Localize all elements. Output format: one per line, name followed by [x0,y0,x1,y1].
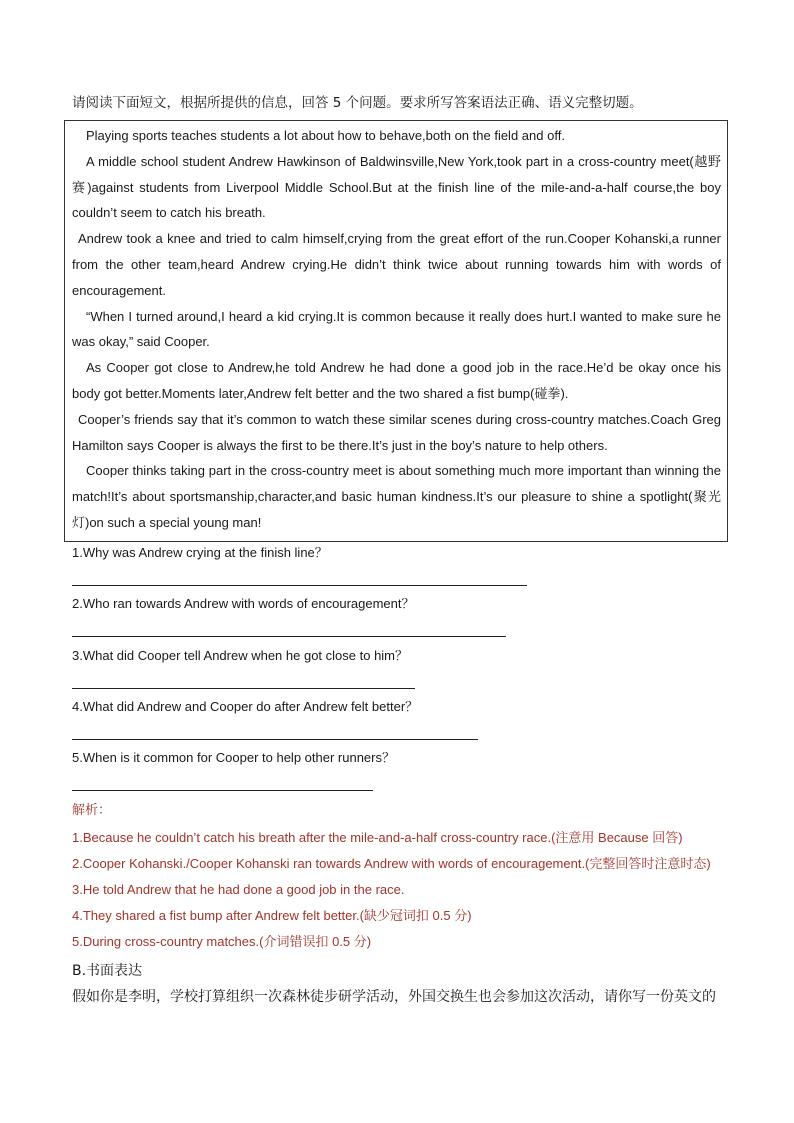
analysis-answer: 2.Cooper Kohanski./Cooper Kohanski ran towards Andrew with words of encouragement.(完整回答时注意时态) [72,856,711,871]
passage-paragraph: Cooper’s friends say that it’s common to watch these similar scenes during cross-country matches.Coach Greg Hamilton says Cooper is always the first to be there.It’s just in the boy’s nature to help others. [72,411,721,453]
answer-line[interactable] [72,790,373,791]
question-text: 3.What did Cooper tell Andrew when he got close to him？ [72,647,409,663]
passage-box [64,120,728,542]
answer-line[interactable] [72,688,415,689]
question-item [72,543,732,594]
analysis-answer: 4.They shared a fist bump after Andrew felt better.(缺少冠词扣 0.5 分) [72,908,472,923]
analysis-section [72,800,752,955]
question-item [72,594,732,645]
analysis-answer: 1.Because he couldn’t catch his breath after the mile-and-a-half cross-country race.(注意用 Because 回答) [72,830,683,845]
passage-paragraph: A middle school student Andrew Hawkinson of Baldwinsville,New York,took part in a cross-country meet(越野赛)against students from Liverpool Middle School.But at the finish line of the mile-and-a-half course,the boy couldn’t seem to catch his breath. [72,153,721,221]
question-text: 1.Why was Andrew crying at the finish line？ [72,545,328,560]
question-text: 5.When is it common for Cooper to help other runners？ [72,750,395,766]
passage-paragraph: “When I turned around,I heard a kid crying.It is common because it really does hurt.I wanted to make sure he was okay,” said Cooper. [72,308,721,350]
analysis-answer: 3.He told Andrew that he had done a good job in the race. [72,882,405,897]
writing-prompt: 假如你是李明，学校打算组织一次森林徒步研学活动，外国交换生也会参加这次活动，请你写一份英文的 [72,989,716,1005]
question-list [72,543,732,799]
section-b-title: B.书面表达 [72,963,143,979]
reading-instruction: 请阅读下面短文，根据所提供的信息，回答 5 个问题。要求所写答案语法正确、语义完整切题。 [72,95,643,111]
question-text: 4.What did Andrew and Cooper do after Andrew felt better？ [72,698,419,714]
analysis-answer: 5.During cross-country matches.(介词错误扣 0.5 分) [72,934,372,949]
question-text: 2.Who ran towards Andrew with words of encouragement？ [72,596,415,612]
answer-line[interactable] [72,636,506,637]
passage-paragraph: As Cooper got close to Andrew,he told Andrew he had done a good job in the race.He’d be okay once his body got better.Moments later,Andrew felt better and the two shared a fist bump(碰拳). [72,360,721,401]
question-item [72,697,732,748]
answer-line[interactable] [72,585,527,586]
answer-line[interactable] [72,739,478,740]
passage-paragraph: Andrew took a knee and tried to calm himself,crying from the great effort of the run.Cooper Kohanski,a runner from the other team,heard Andrew crying.He didn’t think twice about running towards him with words of encouragement. [72,231,721,298]
question-item [72,646,732,697]
question-item [72,748,732,799]
passage-paragraph: Cooper thinks taking part in the cross-country meet is about something much more important than winning the match!It’s about sportsmanship,character,and basic human kindness.It’s our pleasure to shine a spotlight(聚光灯)on such a special young man! [72,463,721,530]
passage-paragraph: Playing sports teaches students a lot about how to behave,both on the field and off. [86,128,565,143]
analysis-heading: 解析： [72,803,112,818]
